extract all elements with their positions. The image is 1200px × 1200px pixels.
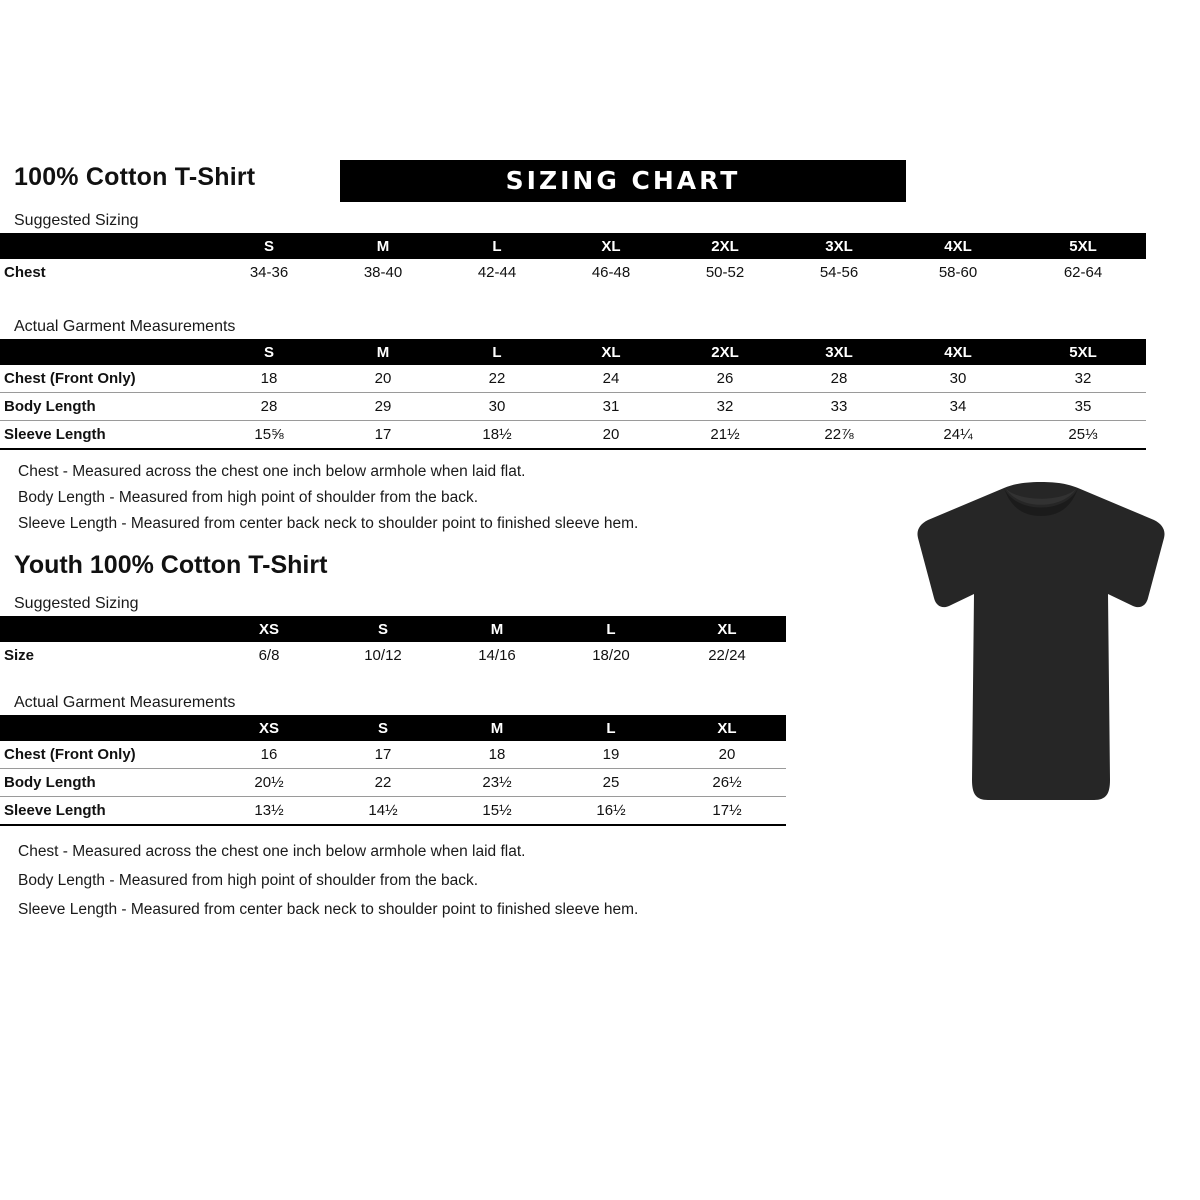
cell: 15½: [482, 802, 512, 819]
tshirt-icon: [896, 480, 1186, 810]
col-header: XS: [212, 715, 326, 741]
cell: 19: [602, 746, 620, 763]
cell: 30: [949, 370, 967, 387]
cell: 35: [1074, 398, 1092, 415]
cell: 15⅝: [254, 426, 284, 443]
cell: 29: [374, 398, 392, 415]
adult-suggested-sizing-label: Suggested Sizing: [14, 212, 139, 229]
table-header-row: [0, 715, 786, 741]
cell: 22: [488, 370, 506, 387]
cell: 18½: [482, 426, 512, 443]
row-label: Sleeve Length: [4, 802, 106, 819]
cell: 17½: [712, 802, 742, 819]
col-header: S: [326, 715, 440, 741]
col-header: M: [326, 339, 440, 365]
cell: 46-48: [591, 264, 631, 281]
col-header: L: [440, 339, 554, 365]
cell: 20: [718, 746, 736, 763]
col-header: L: [554, 616, 668, 642]
table-row: [0, 642, 786, 669]
cell: 20: [374, 370, 392, 387]
adult-actual-measurements-label: Actual Garment Measurements: [14, 318, 236, 335]
col-header: [0, 233, 212, 259]
row-label: Sleeve Length: [4, 426, 106, 443]
table-row: [0, 741, 786, 769]
table-row: [0, 797, 786, 826]
col-header: 2XL: [668, 233, 782, 259]
cell: 23½: [482, 774, 512, 791]
table-header-row: [0, 339, 1146, 365]
adult-section-title: 100% Cotton T-Shirt: [14, 163, 256, 191]
cell: 42-44: [477, 264, 517, 281]
col-header: S: [326, 616, 440, 642]
cell: 22⅞: [824, 426, 854, 443]
black-tshirt-illustration: [896, 480, 1186, 810]
col-header: M: [440, 715, 554, 741]
row-label: Chest (Front Only): [4, 370, 136, 387]
col-header: XL: [668, 616, 786, 642]
col-header: L: [440, 233, 554, 259]
cell: 18: [488, 746, 506, 763]
cell: 25⅓: [1068, 426, 1098, 443]
row-label: Chest (Front Only): [4, 746, 136, 763]
cell: 18/20: [592, 647, 630, 664]
sizing-chart-banner-text: SIZING CHART: [505, 166, 741, 195]
col-header: [0, 715, 212, 741]
cell: 17: [374, 746, 392, 763]
cell: 34-36: [249, 264, 289, 281]
cell: 22: [374, 774, 392, 791]
row-label: Body Length: [4, 774, 96, 791]
cell: 26½: [712, 774, 742, 791]
youth-note-body-length: Body Length - Measured from high point of shoulder from the back.: [18, 872, 479, 889]
col-header: 5XL: [1020, 339, 1146, 365]
youth-actual-measurements-table: [0, 715, 786, 826]
cell: 10/12: [364, 647, 402, 664]
cell: 14½: [368, 802, 398, 819]
cell: 22/24: [708, 647, 746, 664]
cell: 38-40: [363, 264, 403, 281]
cell: 30: [488, 398, 506, 415]
col-header: 4XL: [896, 233, 1020, 259]
cell: 18: [260, 370, 278, 387]
cell: 62-64: [1063, 264, 1103, 281]
col-header: XL: [554, 339, 668, 365]
col-header: XL: [554, 233, 668, 259]
row-label: Size: [4, 647, 35, 664]
cell: 14/16: [478, 647, 516, 664]
col-header: 4XL: [896, 339, 1020, 365]
cell: 58-60: [938, 264, 978, 281]
col-header: 3XL: [782, 339, 896, 365]
adult-note-body-length: Body Length - Measured from high point of shoulder from the back.: [18, 489, 479, 506]
col-header: 3XL: [782, 233, 896, 259]
col-header: XL: [668, 715, 786, 741]
col-header: S: [212, 233, 326, 259]
youth-suggested-sizing-label: Suggested Sizing: [14, 595, 139, 612]
col-header: 5XL: [1020, 233, 1146, 259]
cell: 21½: [710, 426, 740, 443]
cell: 32: [716, 398, 734, 415]
cell: 28: [830, 370, 848, 387]
cell: 31: [602, 398, 620, 415]
youth-suggested-sizing-table: [0, 616, 786, 669]
cell: 33: [830, 398, 848, 415]
youth-note-chest: Chest - Measured across the chest one inch below armhole when laid flat.: [18, 843, 526, 860]
col-header: 2XL: [668, 339, 782, 365]
col-header: M: [326, 233, 440, 259]
adult-actual-measurements-table: [0, 339, 1146, 450]
adult-note-sleeve-length: Sleeve Length - Measured from center back neck to shoulder point to finished sleeve hem.: [18, 515, 639, 532]
table-row: [0, 393, 1146, 421]
cell: 16½: [596, 802, 626, 819]
table-row: [0, 259, 1146, 286]
col-header: M: [440, 616, 554, 642]
col-header: [0, 339, 212, 365]
row-label: Body Length: [4, 398, 96, 415]
table-header-row: [0, 233, 1146, 259]
cell: 32: [1074, 370, 1092, 387]
youth-note-sleeve-length: Sleeve Length - Measured from center back neck to shoulder point to finished sleeve hem.: [18, 901, 639, 918]
cell: 17: [374, 426, 392, 443]
cell: 54-56: [819, 264, 859, 281]
adult-note-chest: Chest - Measured across the chest one inch below armhole when laid flat.: [18, 463, 526, 480]
col-header: L: [554, 715, 668, 741]
col-header: [0, 616, 212, 642]
cell: 26: [716, 370, 734, 387]
cell: 20½: [254, 774, 284, 791]
adult-suggested-sizing-table: [0, 233, 1146, 286]
cell: 6/8: [258, 647, 280, 664]
cell: 16: [260, 746, 278, 763]
col-header: S: [212, 339, 326, 365]
cell: 24: [602, 370, 620, 387]
cell: 34: [949, 398, 967, 415]
cell: 50-52: [705, 264, 745, 281]
cell: 20: [602, 426, 620, 443]
youth-actual-measurements-label: Actual Garment Measurements: [14, 694, 236, 711]
table-row: [0, 421, 1146, 450]
cell: 13½: [254, 802, 284, 819]
cell: 28: [260, 398, 278, 415]
table-row: [0, 365, 1146, 393]
row-label: Chest: [4, 264, 46, 281]
table-header-row: [0, 616, 786, 642]
cell: 24¼: [943, 426, 973, 443]
col-header: XS: [212, 616, 326, 642]
youth-section-title: Youth 100% Cotton T-Shirt: [14, 551, 328, 579]
table-row: [0, 769, 786, 797]
cell: 25: [602, 774, 620, 791]
sizing-chart-banner: [340, 160, 906, 202]
